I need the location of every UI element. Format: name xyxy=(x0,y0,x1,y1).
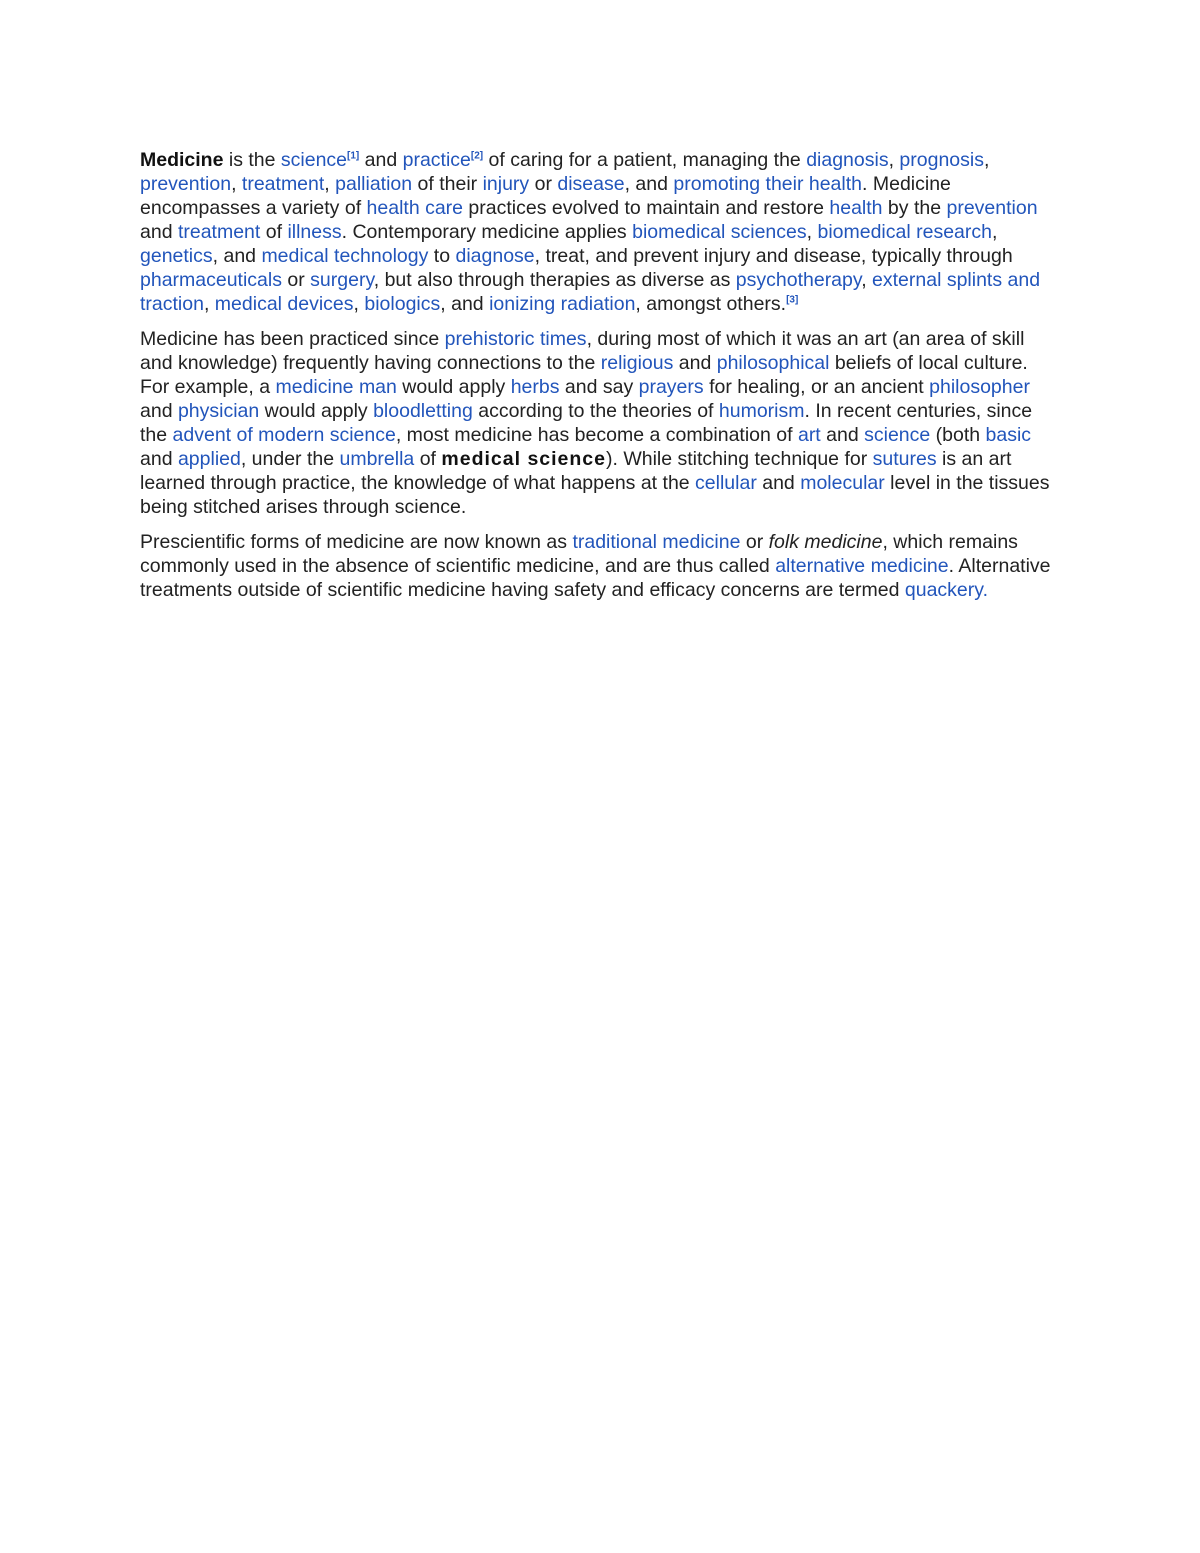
link-quackery[interactable]: quackery xyxy=(904,579,983,601)
text: and xyxy=(756,472,801,494)
link-biomedical-research[interactable]: biomedical research xyxy=(817,221,992,243)
link-illness[interactable]: illness xyxy=(287,221,342,243)
text: would apply xyxy=(396,376,511,398)
link-molecular[interactable]: molecular xyxy=(800,472,885,494)
link-philosophical[interactable]: philosophical xyxy=(716,352,830,374)
text: of xyxy=(414,448,442,470)
term-medicine: Medicine xyxy=(140,149,224,171)
text: . Alternative treatments outside of scientific medicine having safety and efficacy concerns are termed xyxy=(140,555,1051,601)
text: and xyxy=(820,424,865,446)
link-basic[interactable]: basic xyxy=(985,424,1032,446)
link-promoting-their-health[interactable]: promoting their health xyxy=(673,173,863,195)
text: of xyxy=(260,221,288,243)
link-herbs[interactable]: herbs xyxy=(510,376,560,398)
text: (both xyxy=(930,424,986,446)
text: would apply xyxy=(259,400,374,422)
link-prehistoric-times[interactable]: prehistoric times xyxy=(444,328,587,350)
link-health-care[interactable]: health care xyxy=(366,197,464,219)
link-psychotherapy[interactable]: psychotherapy xyxy=(735,269,862,291)
citation-1[interactable]: [1] xyxy=(347,150,360,162)
paragraph-intro xyxy=(140,148,1060,316)
link-art[interactable]: art xyxy=(797,424,821,446)
text: beliefs of local culture. For example, a xyxy=(140,352,1028,398)
text: Medicine has been practiced since xyxy=(140,328,445,350)
text: according to the theories of xyxy=(472,400,719,422)
text: , xyxy=(324,173,336,195)
text: , treat, and prevent injury and disease, typically through xyxy=(534,245,1013,267)
paragraph-history xyxy=(140,327,1060,519)
text: by the xyxy=(882,197,947,219)
text: , xyxy=(861,269,873,291)
link-science-2[interactable]: science xyxy=(864,424,931,446)
text: of caring for a patient, managing the xyxy=(483,149,807,171)
link-surgery[interactable]: surgery xyxy=(310,269,374,291)
link-applied[interactable]: applied xyxy=(177,448,241,470)
document-page xyxy=(140,148,1060,613)
text: , and xyxy=(212,245,262,267)
text: , amongst others. xyxy=(635,293,787,315)
link-medical-devices[interactable]: medical devices xyxy=(214,293,354,315)
link-disease[interactable]: disease xyxy=(557,173,625,195)
text: , xyxy=(888,149,900,171)
text: , xyxy=(231,173,242,195)
link-biomedical-sciences[interactable]: biomedical sciences xyxy=(632,221,807,243)
link-genetics[interactable]: genetics xyxy=(140,245,213,267)
link-palliation[interactable]: palliation xyxy=(335,173,413,195)
link-treatment[interactable]: treatment xyxy=(241,173,325,195)
link-diagnose[interactable]: diagnose xyxy=(455,245,535,267)
citation-2[interactable]: [2] xyxy=(470,150,484,162)
text: or xyxy=(529,173,558,195)
text: , during most of which it was an art (an area of skill and knowledge) frequently having connections to the xyxy=(140,328,1025,374)
text: is the xyxy=(223,149,281,171)
link-cellular[interactable]: cellular xyxy=(695,472,757,494)
link-philosopher[interactable]: philosopher xyxy=(929,376,1030,398)
link-physician[interactable]: physician xyxy=(177,400,260,422)
link-advent-of-modern-science[interactable]: advent of modern science xyxy=(172,424,396,446)
link-diagnosis[interactable]: diagnosis xyxy=(806,149,889,171)
text: , xyxy=(806,221,818,243)
link-prevention-2[interactable]: prevention xyxy=(946,197,1038,219)
text: , which remains commonly used in the absence of scientific medicine, and are thus called xyxy=(140,531,1018,577)
text: and say xyxy=(559,376,639,398)
text: of their xyxy=(412,173,483,195)
text: level in the tissues being stitched arises through science. xyxy=(140,472,1050,518)
link-prevention[interactable]: prevention xyxy=(140,173,232,195)
text: , under the xyxy=(240,448,340,470)
term-medical-science: medical science xyxy=(441,448,606,470)
link-sutures[interactable]: sutures xyxy=(872,448,937,470)
text: , but also through therapies as diverse as xyxy=(373,269,736,291)
citation-3[interactable]: [3] xyxy=(786,294,799,306)
text: to xyxy=(428,245,456,267)
link-ionizing-radiation[interactable]: ionizing radiation xyxy=(489,293,636,315)
link-humorism[interactable]: humorism xyxy=(718,400,805,422)
link-science[interactable]: science xyxy=(280,149,348,171)
text: . Contemporary medicine applies xyxy=(341,221,633,243)
text: and xyxy=(140,448,178,470)
term-folk-medicine: folk medicine xyxy=(768,531,883,553)
text: , and xyxy=(624,173,674,195)
text: , xyxy=(203,293,215,315)
text: practices evolved to maintain and restore xyxy=(463,197,830,219)
link-health[interactable]: health xyxy=(829,197,883,219)
link-injury[interactable]: injury xyxy=(482,173,530,195)
text: for healing, or an ancient xyxy=(703,376,930,398)
link-umbrella[interactable]: umbrella xyxy=(339,448,415,470)
text: ). While stitching technique for xyxy=(606,448,873,470)
link-bloodletting[interactable]: bloodletting xyxy=(373,400,473,422)
link-practice[interactable]: practice xyxy=(402,149,471,171)
link-medicine-man[interactable]: medicine man xyxy=(275,376,397,398)
paragraph-prescientific xyxy=(140,530,1060,602)
text: or xyxy=(281,269,311,291)
link-traditional-medicine[interactable]: traditional medicine xyxy=(572,531,741,553)
text: . Medicine encompasses a variety of xyxy=(140,173,951,219)
link-biologics[interactable]: biologics xyxy=(364,293,441,315)
text: . In recent centuries, since the xyxy=(140,400,1033,446)
link-medical-technology[interactable]: medical technology xyxy=(261,245,429,267)
link-alternative-medicine[interactable]: alternative medicine xyxy=(775,555,949,577)
text: , most medicine has become a combination of xyxy=(395,424,798,446)
link-religious[interactable]: religious xyxy=(600,352,674,374)
link-prognosis[interactable]: prognosis xyxy=(899,149,984,171)
text: and xyxy=(673,352,717,374)
text: is an art learned through practice, the knowledge of what happens at the xyxy=(140,448,1012,494)
text: , xyxy=(991,221,998,243)
link-prayers[interactable]: prayers xyxy=(638,376,704,398)
link-treatment-2[interactable]: treatment xyxy=(177,221,261,243)
text: , and xyxy=(440,293,490,315)
link-pharmaceuticals[interactable]: pharmaceuticals xyxy=(140,269,282,291)
text: and xyxy=(140,400,178,422)
text: and xyxy=(140,221,178,243)
link-external-splints-and-traction[interactable]: external splints and traction xyxy=(140,269,1041,315)
text: and xyxy=(359,149,403,171)
text: Prescientific forms of medicine are now known as xyxy=(140,531,573,553)
text: , xyxy=(353,293,365,315)
text: or xyxy=(740,531,769,553)
text: , xyxy=(983,149,990,171)
text-period: . xyxy=(982,579,988,601)
